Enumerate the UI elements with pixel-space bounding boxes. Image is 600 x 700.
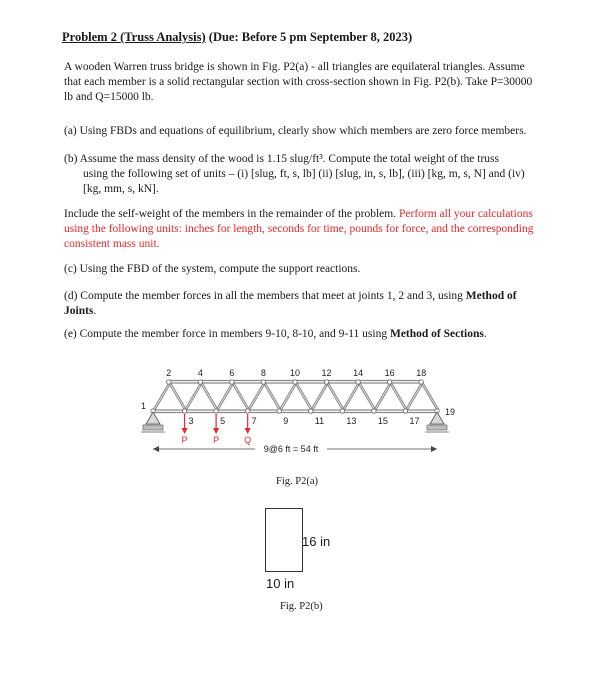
self-weight-text: Include the self-weight of the members in the remainder of the problem. bbox=[64, 208, 399, 220]
cross-section-width-label: 10 in bbox=[266, 576, 295, 591]
top-node-label: 16 bbox=[384, 368, 395, 378]
right-support-base bbox=[427, 425, 447, 430]
diagonal-member bbox=[169, 383, 185, 410]
top-joint bbox=[324, 380, 328, 384]
diagonal-member bbox=[342, 383, 358, 410]
top-node-label: 10 bbox=[289, 368, 301, 378]
bottom-node-label: 15 bbox=[377, 416, 388, 426]
span-label: 9@6 ft = 54 ft bbox=[263, 444, 319, 454]
figure-b-caption: Fig. P2(b) bbox=[280, 601, 323, 612]
load-arrowhead bbox=[182, 428, 188, 434]
diagonal-member bbox=[281, 383, 297, 410]
part-b-first-line: (b) Assume the mass density of the wood is 1.15 slug/ft³. Compute the total weight of the truss bbox=[64, 153, 499, 165]
top-joint bbox=[387, 380, 391, 384]
bottom-joint bbox=[214, 409, 218, 413]
diagonal-member bbox=[344, 383, 360, 410]
diagonal-member bbox=[279, 383, 295, 410]
diagonal-member bbox=[374, 383, 390, 410]
diagonal-member bbox=[297, 383, 313, 410]
cross-section-rectangle bbox=[265, 508, 303, 572]
bottom-joint bbox=[245, 409, 249, 413]
part-e-method: Method of Sections bbox=[389, 328, 484, 340]
bottom-joint bbox=[277, 409, 281, 413]
left-support bbox=[146, 412, 160, 424]
diagonal-member bbox=[216, 383, 232, 410]
part-d-text: (d) Compute the member forces in all the members that meet at joints 1, 2 and 3, using bbox=[64, 290, 466, 302]
bottom-node-label: 13 bbox=[346, 416, 357, 426]
bottom-joint bbox=[372, 409, 376, 413]
bottom-node-label: 1 bbox=[140, 401, 146, 411]
diagonal-member bbox=[376, 383, 392, 410]
problem-heading: Problem 2 (Truss Analysis) bbox=[62, 30, 206, 44]
diagonal-member bbox=[187, 383, 203, 410]
load-label: Q bbox=[244, 435, 252, 445]
part-a: (a) Using FBDs and equations of equilibrium, clearly show which members are zero force members. bbox=[64, 125, 527, 137]
dimension-arrow-right bbox=[431, 446, 437, 452]
cross-section-height-label: 16 in bbox=[302, 534, 331, 549]
bottom-joint bbox=[309, 409, 313, 413]
diagonal-member bbox=[295, 383, 311, 410]
top-node-label: 12 bbox=[321, 368, 332, 378]
top-node-label: 14 bbox=[353, 368, 364, 378]
load-label: P bbox=[181, 435, 188, 445]
diagonal-member bbox=[248, 383, 264, 410]
top-node-label: 6 bbox=[229, 368, 235, 378]
diagonal-member bbox=[360, 383, 376, 410]
bottom-node-label: 7 bbox=[251, 416, 257, 426]
diagonal-member bbox=[311, 383, 327, 410]
dimension-arrow-left bbox=[153, 446, 159, 452]
top-node-label: 2 bbox=[166, 368, 172, 378]
diagonal-member bbox=[265, 383, 281, 410]
top-joint bbox=[261, 380, 265, 384]
diagonal-member bbox=[234, 383, 250, 410]
diagonal-member bbox=[407, 383, 423, 410]
diagonal-member bbox=[202, 383, 218, 410]
bottom-joint bbox=[182, 409, 186, 413]
load-label: P bbox=[213, 435, 220, 445]
diagonal-member bbox=[313, 383, 329, 410]
due-date: (Due: Before 5 pm September 8, 2023) bbox=[205, 30, 413, 44]
left-support-base bbox=[143, 425, 163, 430]
diagonal-member bbox=[358, 383, 374, 410]
diagonal-member bbox=[218, 383, 234, 410]
diagonal-member bbox=[232, 383, 248, 410]
part-b-rest: using the following set of units – (i) [slug, ft, s, lb] (ii) [slug, in, s, lb], (iii) [kg, m, s, N] and (iv) [kg, mm, s, kN]. bbox=[83, 168, 525, 195]
bottom-node-label: 19 bbox=[445, 407, 456, 417]
part-d-end: . bbox=[93, 305, 97, 317]
top-node-label: 18 bbox=[416, 368, 427, 378]
diagonal-member bbox=[405, 383, 421, 410]
right-support bbox=[430, 412, 444, 424]
part-e-end: . bbox=[483, 328, 487, 340]
diagonal-member bbox=[155, 383, 171, 410]
diagonal-member bbox=[250, 383, 266, 410]
bottom-joint bbox=[340, 409, 344, 413]
top-joint bbox=[167, 380, 171, 384]
part-d-method: Method of Joints bbox=[64, 290, 517, 317]
bottom-joint bbox=[403, 409, 407, 413]
part-e-text: (e) Compute the member force in members 9-10, 8-10, and 9-11 using bbox=[64, 328, 390, 340]
diagonal-member bbox=[200, 383, 216, 410]
top-node-label: 8 bbox=[260, 368, 266, 378]
top-joint bbox=[230, 380, 234, 384]
diagonal-member bbox=[421, 383, 437, 410]
diagonal-member bbox=[329, 383, 345, 410]
top-joint bbox=[419, 380, 423, 384]
diagonal-member bbox=[185, 383, 201, 410]
diagonal-member bbox=[171, 383, 187, 410]
intro-paragraph: A wooden Warren truss bridge is shown in Fig. P2(a) - all triangles are equilateral triangles. Assume that each member is a solid rectangular section with cross-section shown in Fig. P2(b). Take P=30000 lb and Q=15000 lb. bbox=[64, 61, 533, 103]
diagonal-member bbox=[263, 383, 279, 410]
diagonal-member bbox=[423, 383, 439, 410]
load-arrowhead bbox=[213, 428, 219, 434]
top-node-label: 4 bbox=[197, 368, 203, 378]
diagonal-member bbox=[327, 383, 343, 410]
diagonal-member bbox=[390, 383, 406, 410]
figure-a-caption: Fig. P2(a) bbox=[276, 476, 318, 487]
top-joint bbox=[198, 380, 202, 384]
diagonal-member bbox=[153, 383, 169, 410]
bottom-node-label: 17 bbox=[409, 416, 420, 426]
bottom-node-label: 9 bbox=[283, 416, 289, 426]
top-joint bbox=[293, 380, 297, 384]
bottom-node-label: 5 bbox=[220, 416, 226, 426]
bottom-node-label: 3 bbox=[188, 416, 194, 426]
bottom-node-label: 11 bbox=[314, 416, 325, 426]
part-c: (c) Using the FBD of the system, compute the support reactions. bbox=[64, 263, 361, 275]
load-arrowhead bbox=[245, 428, 251, 434]
units-instruction: Perform all your calculations using the following units: inches for length, seconds for time, pounds for force, and the corresponding consistent mass unit. bbox=[64, 208, 534, 250]
diagonal-member bbox=[392, 383, 408, 410]
top-joint bbox=[356, 380, 360, 384]
